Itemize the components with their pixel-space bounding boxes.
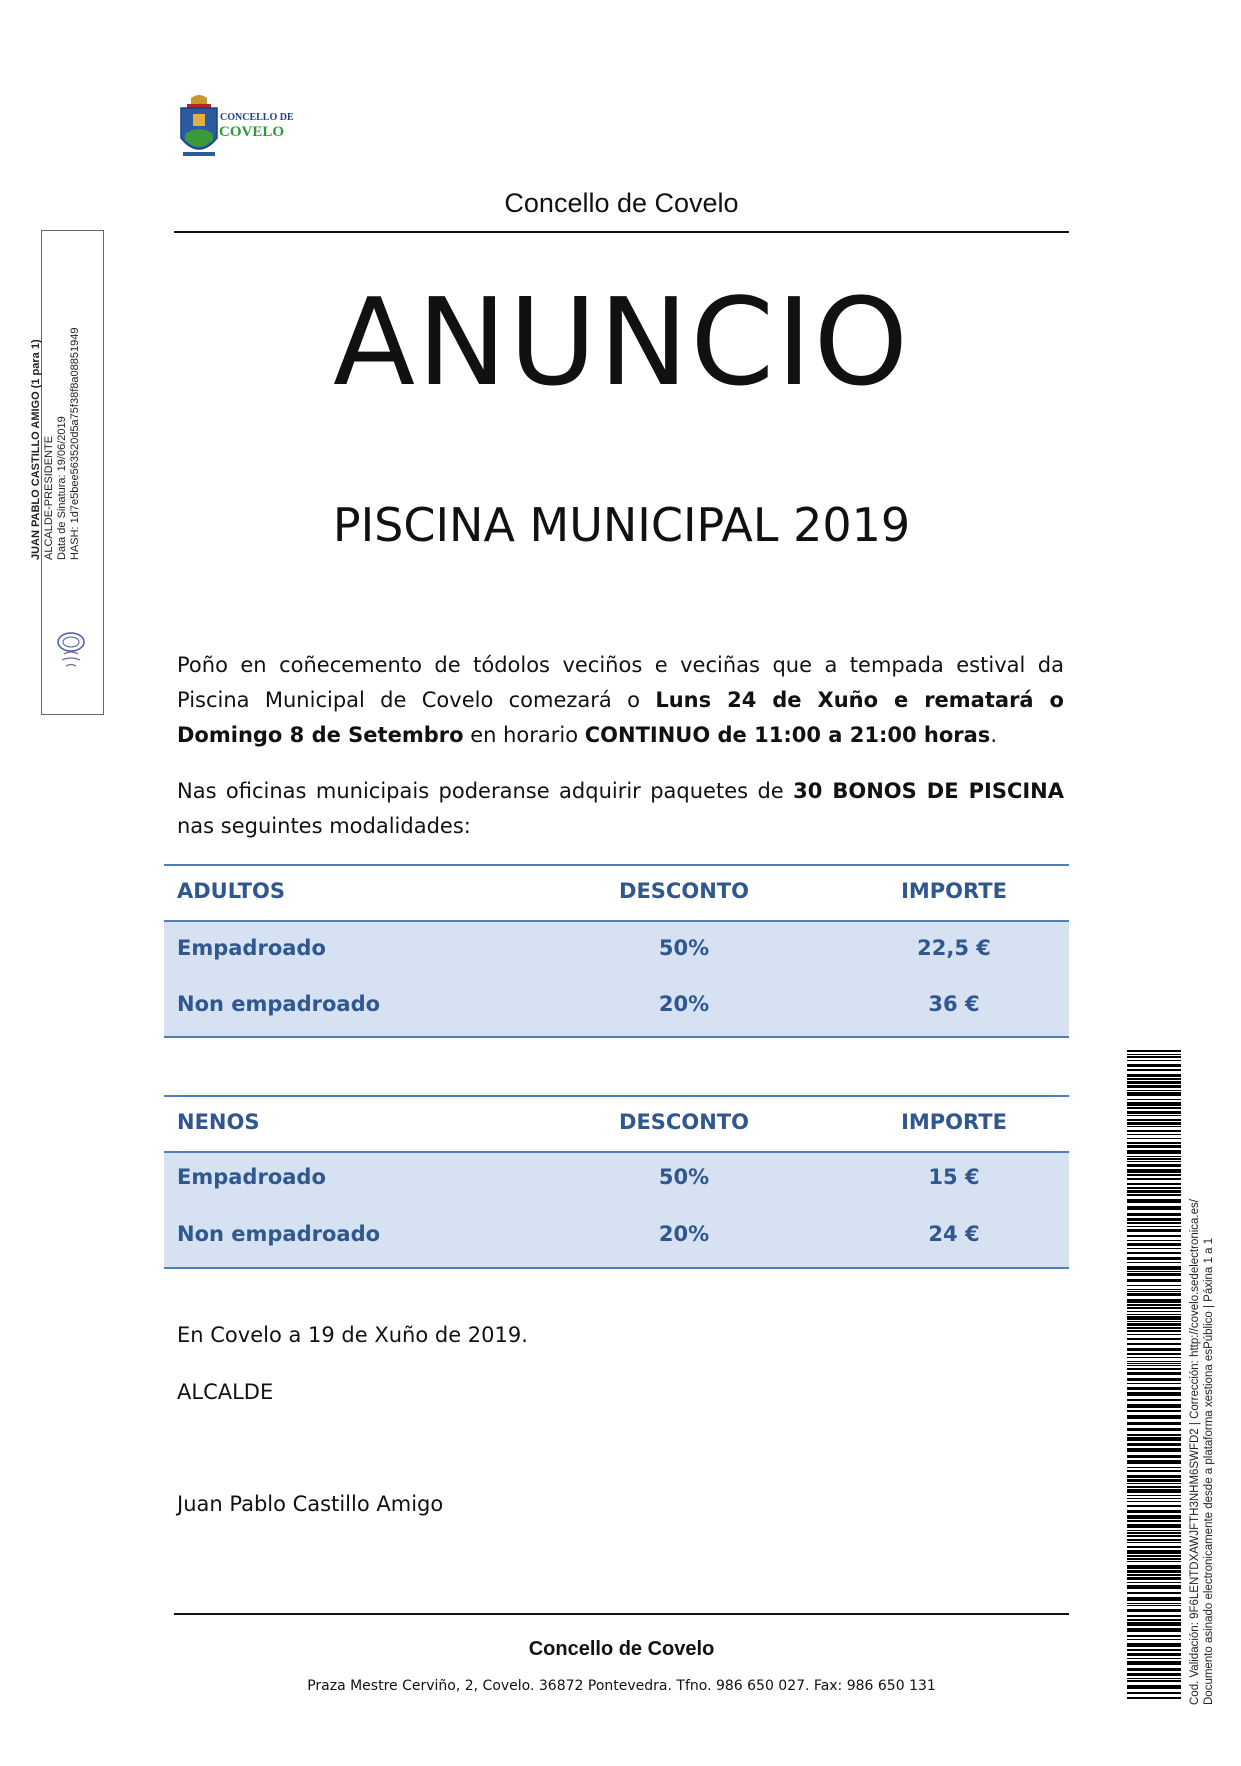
barcode-bar xyxy=(1127,1479,1181,1482)
barcode-bar xyxy=(1127,1592,1181,1594)
barcode xyxy=(1127,1050,1181,1700)
barcode-bar xyxy=(1127,1334,1181,1335)
barcode-bar xyxy=(1127,1685,1181,1689)
barcode-bar xyxy=(1127,1229,1181,1232)
header-desconto: DESCONTO xyxy=(619,1110,749,1134)
barcode-bar xyxy=(1127,1501,1181,1502)
barcode-bar xyxy=(1127,1078,1181,1080)
footer-title: Concello de Covelo xyxy=(528,1638,715,1660)
barcode-bar xyxy=(1127,1653,1181,1656)
barcode-bar xyxy=(1127,1126,1181,1127)
barcode-bar xyxy=(1127,1498,1181,1499)
barcode-bar xyxy=(1127,1515,1181,1519)
barcode-bar xyxy=(1127,1194,1181,1196)
barcode-bar xyxy=(1127,1145,1181,1148)
footer-address: Praza Mestre Cerviño, 2, Covelo. 36872 Pontevedra. Tfno. 986 650 027. Fax: 986 650 131 xyxy=(307,1678,936,1694)
barcode-bar xyxy=(1127,1064,1181,1067)
barcode-bar xyxy=(1127,1363,1181,1364)
barcode-bar xyxy=(1127,1434,1181,1436)
barcode-bar xyxy=(1127,1130,1181,1132)
footer-rule xyxy=(174,1613,1069,1615)
barcode-bar xyxy=(1127,1273,1181,1276)
barcode-bar xyxy=(1127,1585,1181,1589)
barcode-bar xyxy=(1127,1392,1181,1396)
barcode-bar xyxy=(1127,1628,1181,1632)
barcode-bar xyxy=(1127,1535,1181,1537)
table-top-rule xyxy=(164,864,1069,866)
barcode-bar xyxy=(1127,1387,1181,1390)
barcode-bar xyxy=(1127,1307,1181,1309)
barcode-bar xyxy=(1127,1532,1181,1534)
barcode-bar xyxy=(1127,1226,1181,1227)
barcode-bar xyxy=(1127,1505,1181,1507)
barcode-bar xyxy=(1127,1668,1181,1671)
barcode-bar xyxy=(1127,1323,1181,1326)
barcode-bar xyxy=(1127,1111,1181,1114)
barcode-bar xyxy=(1127,1378,1181,1381)
barcode-bar xyxy=(1127,1697,1181,1699)
barcode-bar xyxy=(1127,1056,1181,1058)
cell-discount: 50% xyxy=(658,936,710,960)
validation-text xyxy=(1188,1005,1216,1705)
barcode-bar xyxy=(1127,1085,1181,1088)
barcode-bar xyxy=(1127,1475,1181,1478)
barcode-bar xyxy=(1127,1304,1181,1306)
barcode-bar xyxy=(1127,1635,1181,1637)
barcode-bar xyxy=(1127,1470,1181,1472)
table-top-rule xyxy=(164,1095,1069,1097)
barcode-bar xyxy=(1127,1119,1181,1121)
barcode-bar xyxy=(1127,1142,1181,1144)
barcode-bar xyxy=(1127,1316,1181,1320)
table-row xyxy=(164,928,1069,968)
barcode-bar xyxy=(1127,1235,1181,1237)
barcode-bar xyxy=(1127,1107,1181,1109)
barcode-bar xyxy=(1127,1658,1181,1659)
barcode-bar xyxy=(1127,1348,1181,1351)
stamp-line-date: Data de Sinatura: 19/06/2019 xyxy=(56,416,68,560)
cell-discount: 50% xyxy=(658,1165,710,1189)
barcode-bar xyxy=(1127,1262,1181,1263)
barcode-bar xyxy=(1127,1178,1181,1180)
barcode-bar xyxy=(1127,1092,1181,1096)
barcode-bar xyxy=(1127,1510,1181,1513)
barcode-bar xyxy=(1127,1299,1181,1303)
barcode-bar xyxy=(1127,1692,1181,1694)
header-title: Concello de Covelo xyxy=(504,188,739,218)
barcode-bar xyxy=(1127,1489,1181,1493)
barcode-bar xyxy=(1127,1050,1181,1052)
table-body xyxy=(164,920,1069,1038)
barcode-bar xyxy=(1127,1415,1181,1419)
barcode-bar xyxy=(1127,1257,1181,1260)
cell-discount: 20% xyxy=(658,992,710,1016)
table-header xyxy=(164,1098,1069,1151)
table-row xyxy=(164,1157,1069,1197)
barcode-bar xyxy=(1127,1565,1181,1569)
barcode-bar xyxy=(1127,1661,1181,1665)
barcode-bar xyxy=(1127,1338,1181,1340)
barcode-bar xyxy=(1127,1410,1181,1412)
table-row xyxy=(164,1214,1069,1254)
barcode-bar xyxy=(1127,1530,1181,1531)
barcode-bar xyxy=(1127,1102,1181,1106)
table-header xyxy=(164,867,1069,920)
signer-name: Juan Pablo Castillo Amigo xyxy=(177,1492,444,1516)
seal-icon xyxy=(54,628,88,672)
stamp-line-signer: JUAN PABLO CASTILLO AMIGO (1 para 1) xyxy=(30,339,42,560)
barcode-bar xyxy=(1127,1597,1181,1601)
barcode-bar xyxy=(1127,1520,1181,1522)
barcode-bar xyxy=(1127,1343,1181,1345)
barcode-bar xyxy=(1127,1539,1181,1541)
table-row xyxy=(164,984,1069,1024)
page-subheading: PISCINA MUNICIPAL 2019 xyxy=(332,498,911,552)
cell-modality: Non empadroado xyxy=(177,1222,381,1246)
barcode-bar xyxy=(1127,1122,1181,1125)
logo-text-covelo: COVELO xyxy=(219,124,285,140)
barcode-bar xyxy=(1127,1467,1181,1468)
signature-stamp-text xyxy=(30,310,82,560)
barcode-bar xyxy=(1127,1266,1181,1270)
barcode-bar xyxy=(1127,1546,1181,1548)
header-category: NENOS xyxy=(177,1110,260,1134)
barcode-bar xyxy=(1127,1222,1181,1224)
validation-line-platform: Documento asinado electronicamente desde a plataforma xestiona esPúblico | Páxina 1 a 1 xyxy=(1203,1237,1215,1705)
barcode-bar xyxy=(1127,1099,1181,1100)
barcode-bar xyxy=(1127,1582,1181,1583)
barcode-bar xyxy=(1127,1158,1181,1160)
barcode-bar xyxy=(1127,1069,1181,1071)
barcode-bar xyxy=(1127,1134,1181,1135)
stamp-line-role: ALCALDE-PRESIDENTE xyxy=(43,435,55,560)
barcode-bar xyxy=(1127,1327,1181,1329)
barcode-bar xyxy=(1127,1293,1181,1296)
barcode-bar xyxy=(1127,1558,1181,1560)
barcode-bar xyxy=(1127,1081,1181,1084)
barcode-bar xyxy=(1127,1115,1181,1116)
barcode-bar xyxy=(1127,1622,1181,1626)
barcode-bar xyxy=(1127,1365,1181,1366)
barcode-bar xyxy=(1127,1372,1181,1375)
barcode-bar xyxy=(1127,1428,1181,1431)
barcode-bar xyxy=(1127,1150,1181,1154)
barcode-bar xyxy=(1127,1240,1181,1241)
barcode-bar xyxy=(1127,1321,1181,1322)
barcode-bar xyxy=(1127,1495,1181,1496)
bonos-paragraph: Nas oficinas municipais poderanse adquirir paquetes de 30 BONOS DE PISCINA nas seguintes modalidades: xyxy=(177,779,1064,838)
barcode-bar xyxy=(1127,1643,1181,1647)
barcode-bar xyxy=(1127,1550,1181,1554)
barcode-bar xyxy=(1127,1542,1181,1543)
barcode-bar xyxy=(1127,1460,1181,1464)
barcode-bar xyxy=(1127,1570,1181,1573)
barcode-bar xyxy=(1127,1248,1181,1249)
date-line: En Covelo a 19 de Xuño de 2019. xyxy=(177,1323,528,1347)
barcode-bar xyxy=(1127,1603,1181,1604)
barcode-bar xyxy=(1127,1361,1181,1362)
barcode-bar xyxy=(1127,1291,1181,1292)
header-desconto: DESCONTO xyxy=(619,879,749,903)
header-category: ADULTOS xyxy=(177,879,285,903)
barcode-bar xyxy=(1127,1074,1181,1077)
barcode-bar xyxy=(1127,1524,1181,1528)
barcode-bar xyxy=(1127,1399,1181,1401)
table-adultos xyxy=(164,864,1069,1039)
barcode-bar xyxy=(1127,1574,1181,1576)
barcode-bar xyxy=(1127,1678,1181,1679)
barcode-bar xyxy=(1127,1190,1181,1193)
barcode-bar xyxy=(1127,1054,1181,1055)
barcode-bar xyxy=(1127,1561,1181,1562)
barcode-bar xyxy=(1127,1368,1181,1370)
barcode-bar xyxy=(1127,1289,1181,1290)
barcode-bar xyxy=(1127,1187,1181,1189)
barcode-bar xyxy=(1127,1357,1181,1358)
barcode-bar xyxy=(1127,1639,1181,1640)
barcode-bar xyxy=(1127,1422,1181,1425)
barcode-bar xyxy=(1127,1437,1181,1441)
barcode-bar xyxy=(1127,1252,1181,1254)
logo-text-concello: CONCELLO DE xyxy=(220,112,294,123)
barcode-bar xyxy=(1127,1577,1181,1580)
cell-price: 22,5 € xyxy=(917,936,991,960)
barcode-bar xyxy=(1127,1448,1181,1452)
barcode-bar xyxy=(1127,1243,1181,1246)
cell-discount: 20% xyxy=(658,1222,710,1246)
barcode-bar xyxy=(1127,1206,1181,1210)
cell-modality: Empadroado xyxy=(177,1165,326,1189)
barcode-bar xyxy=(1127,1164,1181,1167)
barcode-bar xyxy=(1127,1649,1181,1651)
stamp-line-hash: HASH: 1d7e5bee563520d5a75f38f8a08851949 xyxy=(69,327,81,560)
barcode-bar xyxy=(1127,1279,1181,1282)
barcode-bar xyxy=(1127,1609,1181,1612)
header-importe: IMPORTE xyxy=(901,1110,1007,1134)
barcode-bar xyxy=(1127,1680,1181,1682)
barcode-bar xyxy=(1127,1285,1181,1286)
barcode-bar xyxy=(1127,1199,1181,1203)
barcode-bar xyxy=(1127,1174,1181,1176)
barcode-bar xyxy=(1127,1213,1181,1216)
barcode-bar xyxy=(1127,1330,1181,1332)
barcode-bar xyxy=(1127,1486,1181,1488)
header-importe: IMPORTE xyxy=(901,879,1007,903)
barcode-bar xyxy=(1127,1404,1181,1408)
table-nenos xyxy=(164,1095,1069,1270)
barcode-bar xyxy=(1127,1090,1181,1091)
barcode-bar xyxy=(1127,1314,1181,1315)
signer-role: ALCALDE xyxy=(177,1380,274,1404)
cell-modality: Non empadroado xyxy=(177,992,381,1016)
barcode-bar xyxy=(1127,1353,1181,1355)
barcode-bar xyxy=(1127,1311,1181,1312)
barcode-bar xyxy=(1127,1138,1181,1139)
barcode-bar xyxy=(1127,1605,1181,1606)
cell-price: 15 € xyxy=(928,1165,980,1189)
cell-price: 24 € xyxy=(928,1222,980,1246)
barcode-bar xyxy=(1127,1183,1181,1185)
barcode-bar xyxy=(1127,1619,1181,1621)
barcode-bar xyxy=(1127,1483,1181,1484)
validation-line-code: Cod. Validación: 9F6LENTDXAWJFTH3NHM6SWFD2 | Corrección: http://covelo.sedelectronica.es/ xyxy=(1189,1199,1201,1705)
cell-price: 36 € xyxy=(928,992,980,1016)
page-heading: ANUNCIO xyxy=(332,274,911,413)
barcode-bar xyxy=(1127,1443,1181,1446)
barcode-bar xyxy=(1127,1218,1181,1221)
barcode-bar xyxy=(1127,1271,1181,1272)
header-rule xyxy=(174,231,1069,233)
announcement-paragraph: Poño en coñecemento de tódolos veciños e veciñas que a tempada estival da Piscina Municipal de Covelo comezará o Luns 24 de Xuño e rematará o Domingo 8 de Setembro en horario CONTINUO de 11:00 a 21:00 horas. xyxy=(177,653,1064,747)
barcode-bar xyxy=(1127,1673,1181,1676)
barcode-bar xyxy=(1127,1455,1181,1458)
cell-modality: Empadroado xyxy=(177,936,326,960)
barcode-bar xyxy=(1127,1555,1181,1557)
table-body xyxy=(164,1151,1069,1269)
barcode-bar xyxy=(1127,1161,1181,1162)
barcode-bar xyxy=(1127,1156,1181,1157)
barcode-bar xyxy=(1127,1060,1181,1061)
barcode-bar xyxy=(1127,1383,1181,1384)
barcode-bar xyxy=(1127,1169,1181,1173)
barcode-bar xyxy=(1127,1615,1181,1617)
